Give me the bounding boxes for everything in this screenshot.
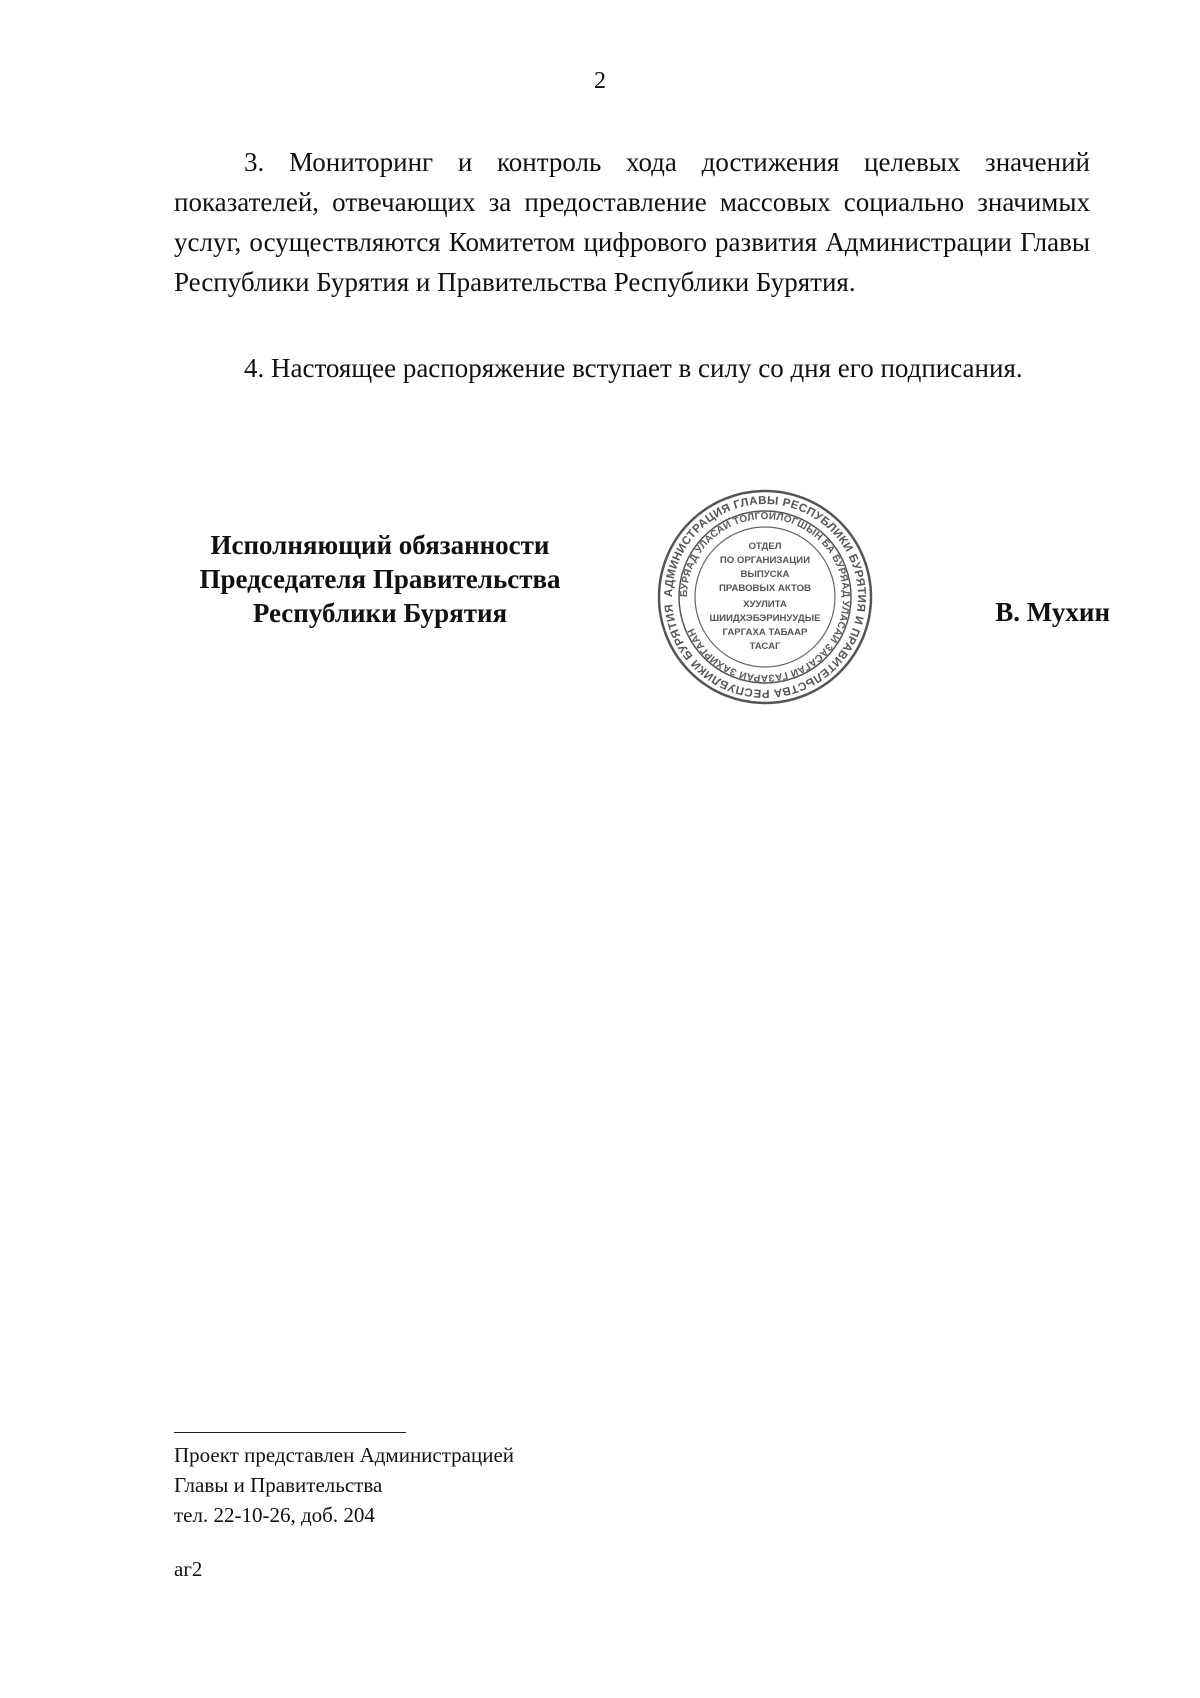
svg-text:АДМИНИСТРАЦИЯ ГЛАВЫ РЕСПУБЛИКИ — [663, 495, 867, 699]
footer-note-line: Проект представлен Администрацией — [174, 1443, 515, 1467]
stamp-center-line: ГАРГАХА ТАБААР — [722, 627, 808, 638]
stamp-center-line: ОТДЕЛ — [748, 541, 782, 552]
signatory-title-line: Председателя Правительства — [199, 564, 561, 594]
footer-note-line: Главы и Правительства — [174, 1473, 383, 1497]
stamp-outer-ring — [659, 491, 871, 703]
stamp-outer-text: АДМИНИСТРАЦИЯ ГЛАВЫ РЕСПУБЛИКИ БУРЯТИЯ И ПРАВИТЕЛЬСТВА РЕСПУБЛИКИ БУРЯТИЯ — [662, 494, 868, 700]
stamp-center-line: ВЫПУСКА — [740, 569, 790, 580]
stamp-center-line: ПО ОРГАНИЗАЦИИ — [719, 555, 811, 566]
footer-divider — [174, 1432, 406, 1433]
page-number: 2 — [594, 68, 606, 94]
stamp-center-line: ТАСАГ — [749, 641, 781, 652]
signatory-title-line: Исполняющий обязанности — [210, 530, 550, 560]
official-seal-stamp — [655, 487, 875, 707]
paragraph-4: 4. Настоящее распоряжение вступает в силу со дня его подписания. — [244, 353, 1023, 383]
signatory-title — [160, 528, 600, 630]
signatory-title-line: Республики Бурятия — [252, 598, 508, 628]
footer-note — [174, 1440, 514, 1530]
stamp-center-line: ПРАВОВЫХ АКТОВ — [719, 583, 811, 594]
stamp-center-line: ШИИДХЭБЭРИНУУДЫЕ — [709, 613, 821, 624]
stamp-center-line: ХУУЛИТА — [743, 599, 787, 610]
footer-note-line: тел. 22-10-26, доб. 204 — [174, 1503, 375, 1527]
document-code: аг2 — [174, 1557, 203, 1581]
stamp-inner-text: БУРЯАД УЛАСАЙ ТОЛГОЙЛОГШЫН БА БУРЯАД УЛАСАЙ ЗАСАГАЙ ГАЗАРАЙ ЗАХИРГААН — [678, 510, 852, 684]
paragraph-3: 3. Мониторинг и контроль хода достижения целевых значений показателей, отвечающих за предоставление массовых социально значимых услуг, осуществляются Комитетом цифрового развития Администрации Главы Республики Бурятия и Правительства Республики Бурятия. — [174, 147, 1090, 297]
signatory-name: В. Мухин — [995, 597, 1110, 627]
